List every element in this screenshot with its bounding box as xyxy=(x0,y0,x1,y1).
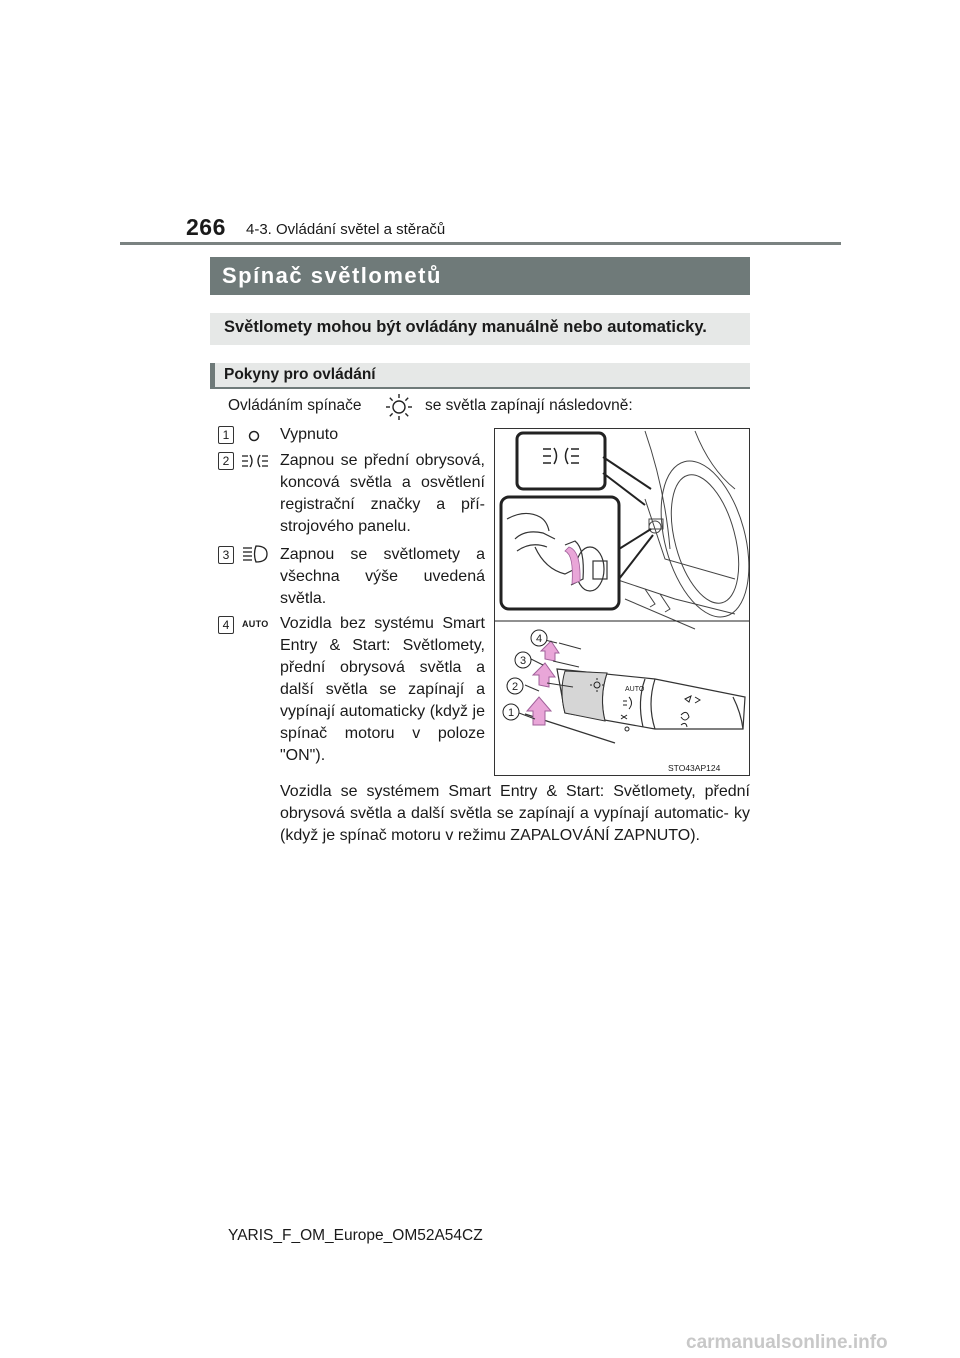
headlight-icon xyxy=(242,544,268,564)
intro-text: Světlomety mohou být ovládány manuálně nebo automaticky. xyxy=(224,318,707,336)
stalk-auto-label: AUTO xyxy=(625,686,645,693)
callout-4: 4 xyxy=(535,633,543,645)
lead-text-end: se světla zapínají následovně: xyxy=(425,397,633,414)
item-number-badge: 2 xyxy=(218,452,234,470)
watermark: carmanualsonline.info xyxy=(686,1332,888,1353)
item-number-badge: 4 xyxy=(218,616,234,634)
section-reference: 4-3. Ovládání světel a stěračů xyxy=(246,221,446,238)
item-number-badge: 1 xyxy=(218,426,234,444)
page-number: 266 xyxy=(186,214,226,240)
item-text: Vypnuto xyxy=(280,426,339,443)
callout-1: 1 xyxy=(507,707,515,719)
callout-3: 3 xyxy=(519,655,527,667)
illustration-drawing xyxy=(495,429,749,775)
closing-paragraph: Vozidla se systémem Smart Entry & Start: Světlomety, přední obrysová světla a další světla se zapínají a vypínají automatic- ky (když je spínač motoru v režimu ZAPALOVÁNÍ ZAPNUTO). xyxy=(280,783,750,844)
off-icon xyxy=(247,429,261,443)
item-number-badge: 3 xyxy=(218,546,234,564)
switch-illustration xyxy=(494,428,750,776)
document-footer: YARIS_F_OM_Europe_OM52A54CZ xyxy=(228,1227,483,1244)
item-text: Vozidla bez systému Smart Entry & Start: Světlomety, přední obrysová světla a další světla se zapínají a vypínají automaticky (když je spínač motoru v poloze "ON"). xyxy=(280,615,485,764)
callout-2: 2 xyxy=(511,681,519,693)
subsection-accent xyxy=(210,363,215,389)
item-text: Zapnou se přední obrysová, koncová světla a osvětlení registrační značky a pří- strojového panelu. xyxy=(280,452,485,535)
position-lamps-icon xyxy=(241,452,269,470)
lead-text-start: Ovládáním spínače xyxy=(228,397,362,414)
light-switch-icon xyxy=(384,392,414,422)
subsection-title: Pokyny pro ovládání xyxy=(224,366,376,383)
item-text: Zapnou se světlomety a všechna výše uvedená světla. xyxy=(280,546,485,607)
figure-code: STO43AP124 xyxy=(668,763,721,773)
section-title: Spínač světlometů xyxy=(222,263,442,288)
auto-icon: AUTO xyxy=(242,619,269,629)
header-divider xyxy=(120,242,841,245)
